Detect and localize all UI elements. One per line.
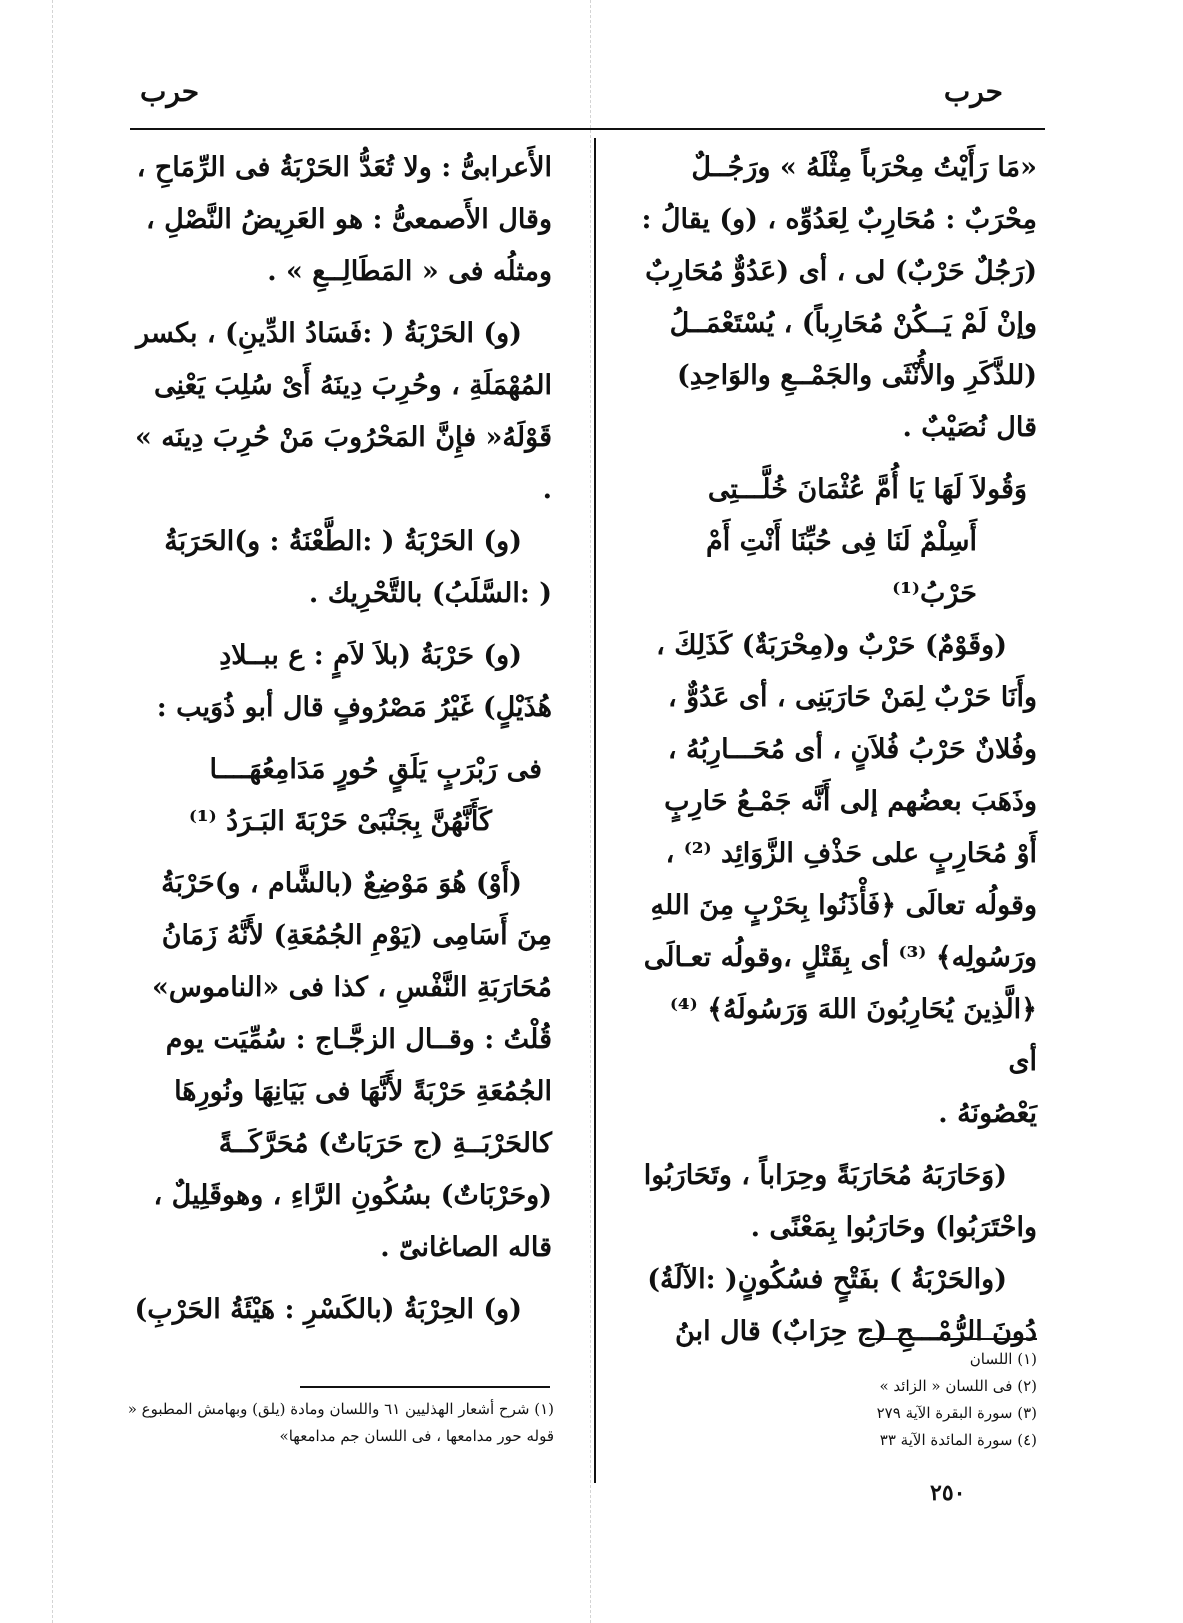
text-line: (و) الحَرْبَةُ ( :فَسَادُ الدِّينِ) ، بكسر	[136, 318, 522, 349]
text-line: وإنْ لَمْ يَــكُنْ مُحَارِباً) ، يُسْتَعْمَــلُ	[669, 308, 1037, 339]
text-line: أَوْ مُحَارِبٍ على حَذْفِ الزَّوَائِد ⁽²⁾ ،	[665, 838, 1037, 869]
text-line: كالحَرْبَــةِ (ج حَرَبَاتٌ) مُحَرَّكَــةً	[218, 1128, 552, 1159]
text-line: وفُلانٌ حَرْبُ فُلاَنٍ ، أى مُحَـــارِبُهُ ،	[667, 734, 1037, 765]
text-line: الأَعرابىُّ : ولا تُعَدُّ الحَرْبَةُ فى الرِّمَاحِ ،	[136, 152, 552, 183]
text-line: وأَنَا حَرْبٌ لِمَنْ حَارَبَنِى ، أى عَدُوٌّ ،	[668, 682, 1037, 713]
verse-line: وَقُولاَ لَهَا يَا أُمَّ عُثْمَانَ خُلَّـــتِى	[707, 474, 1027, 505]
footnote-item: (٢) فى اللسان « الزائد »	[879, 1377, 1037, 1395]
text-line: مُحَارَبَةِ النَّفْسِ ، كذا فى «الناموس»	[152, 972, 552, 1003]
text-line: قال نُصَيْبٌ .	[902, 412, 1037, 443]
text-line: واحْتَرَبُوا) وحَارَبُوا بِمَعْنًى .	[750, 1212, 1037, 1243]
left-column	[122, 142, 552, 1336]
text-line: ورَسُولِه﴾ ⁽³⁾ أى بِقَتْلٍ ،وقولُه تعـالَى	[643, 942, 1037, 973]
text-line: قَوْلَهُ« فإِنَّ المَحْرُوبَ مَنْ حُرِبَ دِينَه » .	[135, 422, 552, 505]
text-line: وقولُه تعالَى ﴿فَأْذَنُوا بِحَرْبٍ مِنَ اللهِ	[650, 890, 1037, 921]
header-word-left: حرب	[140, 75, 200, 108]
text-line: دُونَ الرُّمْـــحِ (ج حِرَابٌ) قال ابنُ	[675, 1316, 1037, 1347]
footnotes-right	[770, 1346, 1037, 1454]
page-edge-line	[52, 0, 53, 1623]
text-line: وقال الأَصمعىُّ : هو العَرِيضُ النَّصْلِ ،	[145, 204, 552, 235]
text-line: ( :السَّلَبُ) بالتَّحْرِيك .	[308, 578, 552, 609]
text-line: يَعْصُونَهُ .	[938, 1098, 1037, 1129]
text-line: (و) الحَرْبَةُ ( :الطَّعْنَةُ : و)الحَرَبَةُ	[164, 526, 522, 557]
text-line: «مَا رَأَيْتُ مِحْرَباً مِثْلَهُ » ورَجُــلٌ	[691, 152, 1037, 183]
text-line: قُلْتُ : وقــال الزجَّـاج : سُمِّيَت يوم	[165, 1024, 552, 1055]
text-line: (وقَوْمٌ) حَرْبٌ و(مِحْرَبَةٌ) كَذَلِكَ ،	[656, 630, 1007, 661]
text-line: (و) الحِرْبَةُ (بالكَسْرِ : هَيْئَةُ الحَرْبِ)	[134, 1294, 522, 1325]
verse-line: كَأَنَّهُنَّ بِجَنْبَىْ حَرْبَةَ البَـرَدُ ⁽¹⁾	[188, 806, 492, 837]
text-line: (والحَرْبَةُ ) بفَتْحٍ فسُكُونٍ( :الآلَةُ)	[647, 1264, 1007, 1295]
footnote-rule-left	[300, 1386, 550, 1388]
footnote-item: (٣) سورة البقرة الآية ٢٧٩	[876, 1404, 1037, 1422]
footnote-item: (١) شرح أشعار الهذليين ٦١ واللسان ومادة (يلق) وبهامش المطبوع « قوله حور مدامعها ، فى اللسان جم مدامعها»	[127, 1400, 554, 1445]
page-number: ٢٥٠	[930, 1480, 966, 1506]
text-line: (رَجُلٌ حَرْبٌ) لى ، أى (عَدُوٌّ مُحَارِبٌ	[645, 256, 1037, 287]
text-line: (وَحَارَبَهُ مُحَارَبَةً وحِرَاباً ، وتَحَارَبُوا	[643, 1160, 1007, 1191]
text-line: ومثلُه فى « المَطَالِــعِ » .	[267, 256, 552, 287]
text-line: الجُمُعَةِ حَرْبَةً لأَنَّهَا فى بَيَانِهَا ونُورِهَا	[174, 1076, 552, 1107]
verse-line: أَسِلْمٌ لَنَا فِى حُبِّنَا أَنْتِ أَمْ حَرْبُ⁽¹⁾	[705, 526, 977, 609]
text-line: (و) حَرْبَةُ (بلاَ لاَمٍ : ع ببــلادِ	[219, 640, 522, 671]
footnote-item: (٤) سورة المائدة الآية ٣٣	[879, 1431, 1037, 1449]
column-divider	[594, 138, 596, 1483]
header-word-right: حرب	[943, 75, 1003, 108]
footnotes-left	[124, 1396, 554, 1450]
text-line: (أَوْ) هُوَ مَوْضِعٌ (بالشَّام ، و)حَرْبَةُ	[161, 868, 522, 899]
footnote-item: (١) اللسان	[969, 1350, 1037, 1368]
text-line: هُذَيْلٍ) غَيْرُ مَصْرُوفٍ قال أبو ذُوَيب :	[156, 692, 552, 723]
right-column	[632, 142, 1037, 1358]
text-line: وذَهَبَ بعضُهم إلى أَنَّه جَمْـعُ حَارِبٍ	[664, 786, 1037, 817]
verse-line: فى رَبْرَبٍ يَلَقٍ حُورٍ مَدَامِعُهَــــا	[209, 754, 542, 785]
footnote-rule-right	[865, 1338, 1037, 1340]
text-line: المُهْمَلَةِ ، وحُرِبَ دِينَهُ أَىْ سُلِبَ يَعْنِى	[153, 370, 552, 401]
text-line: (وحَرْبَاتٌ) بسُكُونِ الرَّاءِ ، وهوقَلِيلٌ ،	[153, 1180, 552, 1211]
page-fold-line	[590, 0, 591, 1623]
header-rule	[130, 128, 1045, 130]
text-line: مِحْرَبٌ : مُحَارِبٌ لِعَدُوِّه ، (و) يقالُ :	[641, 204, 1037, 235]
text-line: قاله الصاغانىّ .	[380, 1232, 552, 1263]
text-line: مِنَ أَسَامِى (يَوْمِ الجُمُعَةِ) لأَنَّهُ زَمَانُ	[161, 920, 552, 951]
text-line: (للذَّكَرِ والأُنْثَى والجَمْــعِ والوَاحِدِ)	[676, 360, 1037, 391]
text-line: ﴿الَّذِينَ يُحَارِبُونَ اللهَ وَرَسُولَهُ﴾ ⁽⁴⁾ أى	[669, 994, 1037, 1077]
